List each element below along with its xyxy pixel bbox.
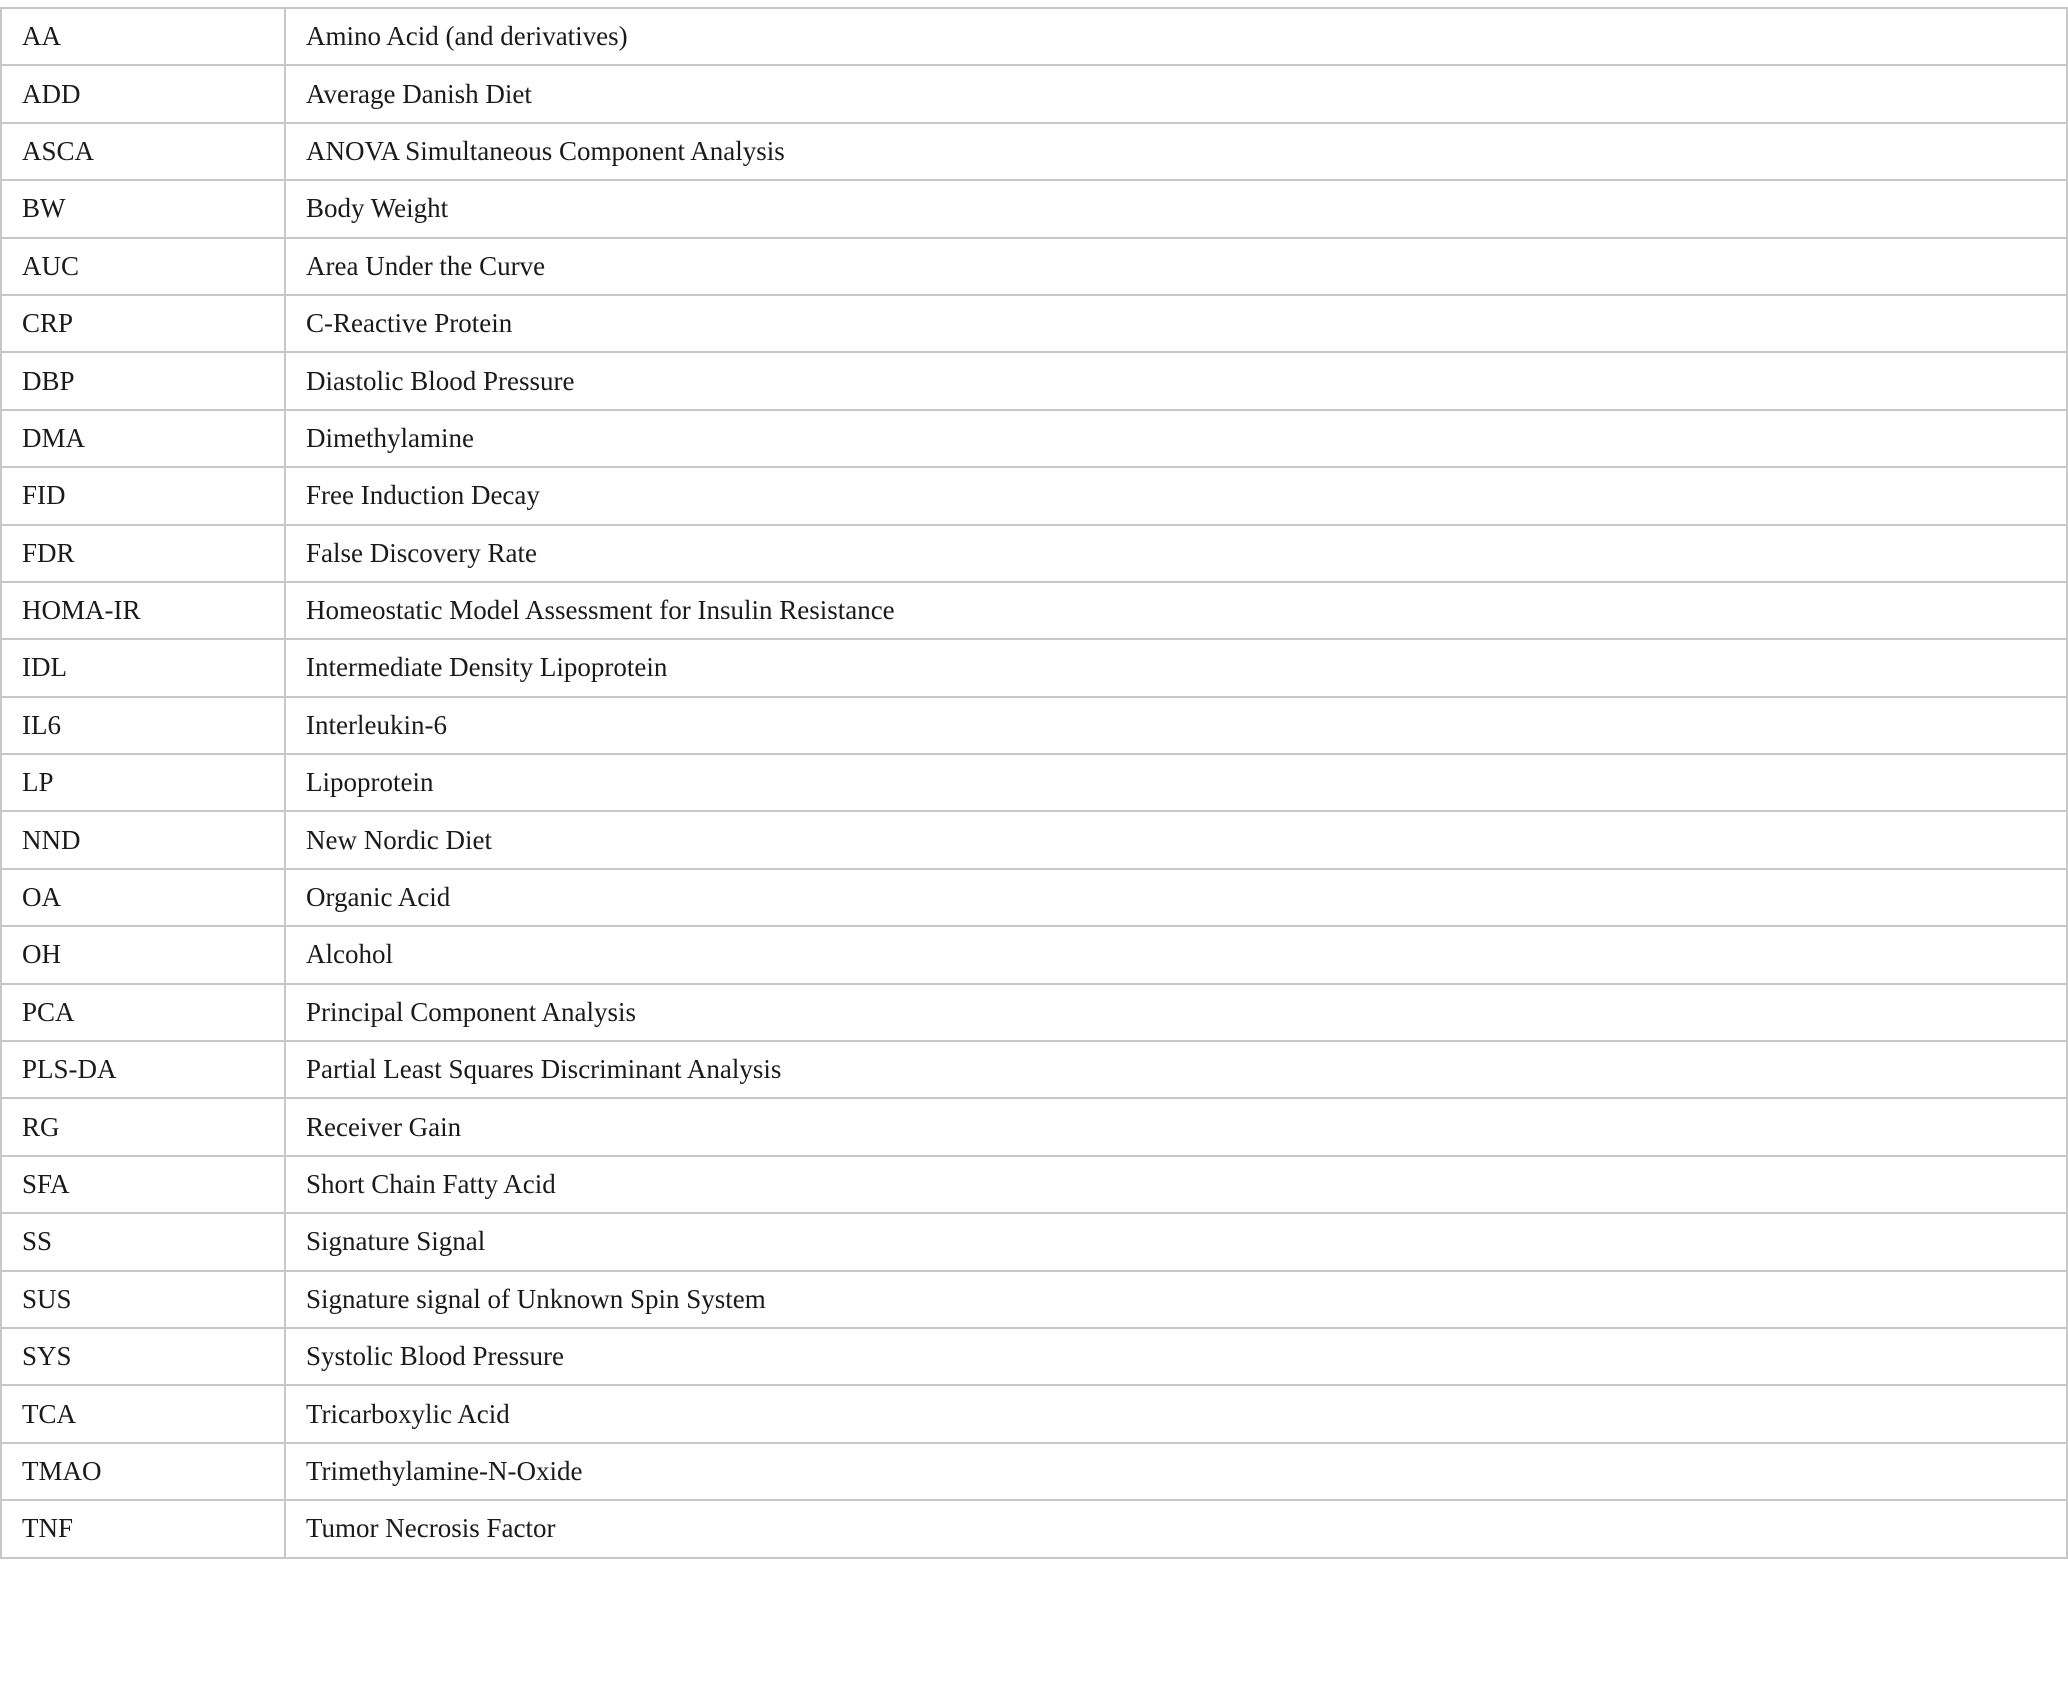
table-row — [1, 1271, 2067, 1328]
table-row — [1, 582, 2067, 639]
definition-cell: Principal Component Analysis — [285, 984, 2067, 1041]
table-row — [1, 697, 2067, 754]
table-row — [1, 123, 2067, 180]
abbreviation-cell: AUC — [1, 238, 285, 295]
table-row — [1, 811, 2067, 868]
abbreviations-table-body — [1, 8, 2067, 1558]
definition-cell: Free Induction Decay — [285, 467, 2067, 524]
abbreviation-cell: PCA — [1, 984, 285, 1041]
abbreviation-cell: NND — [1, 811, 285, 868]
table-row — [1, 926, 2067, 983]
definition-cell: Signature signal of Unknown Spin System — [285, 1271, 2067, 1328]
definition-cell: Homeostatic Model Assessment for Insulin Resistance — [285, 582, 2067, 639]
abbreviation-cell: OH — [1, 926, 285, 983]
abbreviation-cell: LP — [1, 754, 285, 811]
definition-cell: Lipoprotein — [285, 754, 2067, 811]
definition-cell: New Nordic Diet — [285, 811, 2067, 868]
table-row — [1, 8, 2067, 65]
table-row — [1, 1443, 2067, 1500]
abbreviation-cell: PLS-DA — [1, 1041, 285, 1098]
table-row — [1, 1385, 2067, 1442]
table-row — [1, 754, 2067, 811]
definition-cell: Trimethylamine-N-Oxide — [285, 1443, 2067, 1500]
definition-cell: Tumor Necrosis Factor — [285, 1500, 2067, 1557]
table-row — [1, 295, 2067, 352]
abbreviation-cell: DMA — [1, 410, 285, 467]
table-row — [1, 467, 2067, 524]
abbreviation-cell: FDR — [1, 525, 285, 582]
definition-cell: Tricarboxylic Acid — [285, 1385, 2067, 1442]
definition-cell: Signature Signal — [285, 1213, 2067, 1270]
definition-cell: Systolic Blood Pressure — [285, 1328, 2067, 1385]
definition-cell: ANOVA Simultaneous Component Analysis — [285, 123, 2067, 180]
table-row — [1, 1328, 2067, 1385]
table-row — [1, 65, 2067, 122]
definition-cell: Organic Acid — [285, 869, 2067, 926]
abbreviation-cell: IL6 — [1, 697, 285, 754]
abbreviation-cell: SS — [1, 1213, 285, 1270]
table-row — [1, 1098, 2067, 1155]
table-row — [1, 238, 2067, 295]
abbreviation-cell: RG — [1, 1098, 285, 1155]
abbreviation-cell: AA — [1, 8, 285, 65]
table-row — [1, 1156, 2067, 1213]
definition-cell: Area Under the Curve — [285, 238, 2067, 295]
abbreviation-cell: TCA — [1, 1385, 285, 1442]
definition-cell: Partial Least Squares Discriminant Analysis — [285, 1041, 2067, 1098]
abbreviation-cell: BW — [1, 180, 285, 237]
abbreviation-cell: SUS — [1, 1271, 285, 1328]
definition-cell: C-Reactive Protein — [285, 295, 2067, 352]
definition-cell: Intermediate Density Lipoprotein — [285, 639, 2067, 696]
abbreviation-cell: ADD — [1, 65, 285, 122]
table-row — [1, 180, 2067, 237]
abbreviation-cell: TMAO — [1, 1443, 285, 1500]
definition-cell: False Discovery Rate — [285, 525, 2067, 582]
definition-cell: Body Weight — [285, 180, 2067, 237]
table-row — [1, 1041, 2067, 1098]
definition-cell: Receiver Gain — [285, 1098, 2067, 1155]
abbreviation-cell: FID — [1, 467, 285, 524]
abbreviation-cell: ASCA — [1, 123, 285, 180]
table-row — [1, 869, 2067, 926]
table-row — [1, 984, 2067, 1041]
table-row — [1, 639, 2067, 696]
table-row — [1, 352, 2067, 409]
abbreviation-cell: HOMA-IR — [1, 582, 285, 639]
definition-cell: Amino Acid (and derivatives) — [285, 8, 2067, 65]
abbreviation-cell: CRP — [1, 295, 285, 352]
abbreviation-cell: SFA — [1, 1156, 285, 1213]
definition-cell: Alcohol — [285, 926, 2067, 983]
table-row — [1, 1213, 2067, 1270]
table-row — [1, 525, 2067, 582]
definition-cell: Average Danish Diet — [285, 65, 2067, 122]
abbreviation-cell: IDL — [1, 639, 285, 696]
abbreviation-cell: TNF — [1, 1500, 285, 1557]
definition-cell: Diastolic Blood Pressure — [285, 352, 2067, 409]
table-row — [1, 1500, 2067, 1557]
definition-cell: Interleukin-6 — [285, 697, 2067, 754]
table-row — [1, 410, 2067, 467]
abbreviations-table — [0, 7, 2068, 1559]
abbreviation-cell: SYS — [1, 1328, 285, 1385]
definition-cell: Short Chain Fatty Acid — [285, 1156, 2067, 1213]
abbreviation-cell: DBP — [1, 352, 285, 409]
definition-cell: Dimethylamine — [285, 410, 2067, 467]
abbreviation-cell: OA — [1, 869, 285, 926]
